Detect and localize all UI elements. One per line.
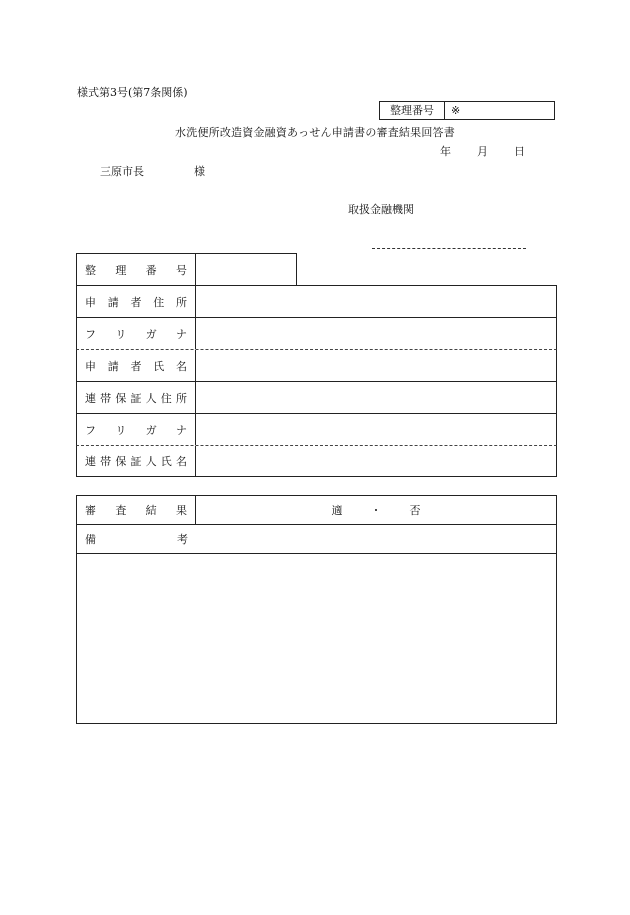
row-label-text	[85, 262, 187, 278]
applicant-address-field[interactable]	[196, 286, 556, 317]
label-char: ナ	[175, 423, 187, 437]
table-row-guarantor-name	[76, 445, 557, 477]
label-char: 考	[177, 533, 188, 546]
label-char: 帯	[100, 455, 112, 468]
reference-number-box	[379, 101, 555, 120]
label-char: 者	[130, 295, 142, 309]
row-label	[77, 318, 196, 349]
table-row-applicant-furigana	[76, 317, 557, 349]
date-line	[440, 143, 525, 159]
applicant-name-field[interactable]	[196, 350, 556, 381]
label-char: 住	[153, 295, 165, 309]
label-char: フ	[85, 327, 96, 341]
label-char: 申	[85, 359, 96, 373]
row-label	[77, 286, 196, 317]
row-label	[77, 382, 196, 413]
label-char: 番	[145, 263, 157, 277]
table-row-remarks-header	[76, 524, 557, 553]
form-number: 様式第3号(第7条関係)	[77, 86, 188, 99]
applicant-table	[76, 253, 557, 477]
table-row-guarantor-address	[76, 381, 557, 413]
option-rejected[interactable]: 否	[409, 504, 421, 517]
reference-number-field[interactable]	[196, 254, 296, 285]
table-row-guarantor-furigana	[76, 413, 557, 445]
guarantor-name-field[interactable]	[196, 446, 556, 476]
row-label-text	[85, 294, 187, 310]
label-char: ガ	[145, 423, 157, 437]
row-label	[77, 525, 196, 553]
addressee	[100, 163, 205, 179]
addressee-name: 三原市長	[100, 165, 144, 178]
label-char: ガ	[145, 327, 157, 341]
row-label-text	[85, 326, 187, 342]
result-table	[76, 495, 557, 724]
table-row-applicant-name	[76, 349, 557, 381]
applicant-furigana-field[interactable]	[196, 318, 556, 349]
label-char: 審	[85, 504, 96, 517]
label-char: 保	[115, 455, 127, 468]
label-char: 請	[107, 295, 119, 309]
label-char: 結	[145, 504, 157, 517]
guarantor-furigana-field[interactable]	[196, 414, 556, 445]
label-char: 証	[130, 391, 142, 405]
row-label-text	[85, 531, 188, 547]
row-label-text	[85, 453, 187, 469]
label-char: 連	[85, 391, 96, 405]
row-label-text	[85, 358, 187, 374]
document-title: 水洗便所改造資金融資あっせん申請書の審査結果回答書	[175, 126, 455, 139]
label-char: 保	[115, 391, 127, 405]
option-separator: ・	[370, 504, 382, 517]
guarantor-address-field[interactable]	[196, 382, 556, 413]
bank-label: 取扱金融機関	[348, 203, 414, 216]
label-char: 氏	[160, 455, 172, 468]
label-char: 者	[130, 359, 142, 373]
label-char: 査	[115, 504, 127, 517]
addressee-honorific: 様	[194, 165, 205, 178]
label-char: ナ	[175, 327, 187, 341]
label-char: 住	[160, 391, 172, 405]
remarks-field[interactable]	[76, 553, 557, 724]
label-char: 号	[175, 263, 187, 277]
label-char: フ	[85, 423, 96, 437]
option-approved[interactable]: 適	[331, 504, 343, 517]
row-label-text	[85, 422, 187, 438]
label-char: 果	[175, 504, 187, 517]
label-char: 請	[107, 359, 119, 373]
date-year: 年	[440, 145, 451, 158]
row-label	[77, 446, 196, 476]
label-char: 所	[175, 391, 187, 405]
bank-signature-line	[372, 248, 526, 249]
row-label	[77, 254, 196, 285]
label-char: 氏	[153, 359, 165, 373]
label-char: リ	[115, 327, 127, 341]
row-label-text	[85, 390, 187, 406]
reference-number-label: 整理番号	[380, 102, 445, 119]
label-char: 連	[85, 455, 96, 468]
row-label	[77, 414, 196, 445]
label-char: 名	[175, 455, 187, 468]
row-label-text	[85, 502, 187, 518]
label-char: 帯	[100, 391, 112, 405]
reference-number-value: ※	[451, 104, 461, 117]
date-month: 月	[477, 145, 488, 158]
table-row-review-result	[76, 495, 557, 524]
label-char: 証	[130, 455, 142, 468]
label-char: 申	[85, 295, 96, 309]
table-row-applicant-address	[76, 285, 557, 317]
label-char: 整	[85, 263, 96, 277]
date-day: 日	[514, 145, 525, 158]
label-char: リ	[115, 423, 127, 437]
label-char: 所	[176, 295, 187, 309]
label-char: 人	[145, 455, 157, 468]
review-result-options	[196, 496, 556, 524]
table-row-reference-number	[76, 253, 297, 285]
label-char: 人	[145, 391, 157, 405]
row-label	[77, 350, 196, 381]
label-char: 備	[85, 533, 96, 546]
label-char: 名	[176, 359, 187, 373]
label-char: 理	[115, 263, 127, 277]
row-label	[77, 496, 196, 524]
